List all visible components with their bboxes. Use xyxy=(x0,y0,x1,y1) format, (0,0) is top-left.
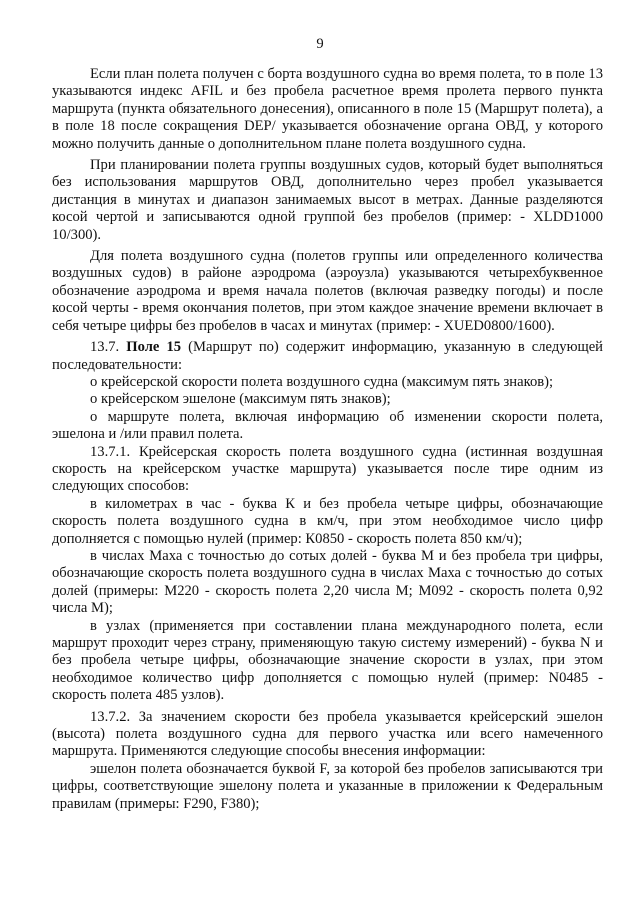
field-15-heading: Поле 15 xyxy=(126,339,182,356)
paragraph-afil: Если план полета получен с борта воздушного судна во время полета, то в поле 13 указываются индекс AFIL и без пробела расчетное время пролета первого пункта маршрута (пункта обязательного донесения), описанного в поле 15 (Маршрут полета), а в поле 18 после сокращения DEP/ указывается обозначение органа ОВД, у которого можно получить данные о дополнительном плане полета воздушного судна. xyxy=(52,66,603,152)
list-item-cruising-level: о крейсерском эшелоне (максимум пять знаков); xyxy=(90,391,391,408)
paragraph-13-7-1: 13.7.1. Крейсерская скорость полета воздушного судна (истинная воздушная скорость на крейсерском участке маршрута) указывается после тире одним из следующих способов: xyxy=(52,443,603,495)
paragraph-aerodrome-area: Для полета воздушного судна (полетов группы или определенного количества воздушных судов) в районе аэродрома (аэроузла) указываются четырехбуквенное обозначение аэродрома и время начала полетов (включая разведку погоды) и после косой черты - время окончания полетов, при этом каждое значение времени включает в себя четыре цифры без пробелов в часах и минутах (пример: - XUED0800/1600). xyxy=(52,248,603,334)
paragraph-mach: в числах Маха с точностью до сотых долей - буква М и без пробела три цифры, обозначающие скорость полета воздушного судна в числах Маха с точностью до сотых долей (примеры: М220 - скорость полета 2,20 числа М; М092 - скорость полета 0,92 числа М); xyxy=(52,547,603,617)
paragraph-field-15 xyxy=(52,339,603,374)
list-item-cruising-speed: о крейсерской скорости полета воздушного судна (максимум пять знаков); xyxy=(90,373,554,390)
paragraph-13-7-2: 13.7.2. За значением скорости без пробела указывается крейсерский эшелон (высота) полета воздушного судна для первого участка или всего намеченного маршрута. Применяются следующие способы внесения информации: xyxy=(52,708,603,760)
document-body xyxy=(52,66,603,813)
field-15-text: (Маршрут по) содержит информацию, указанную в следующей последовательности: xyxy=(52,339,603,373)
paragraph-group-flight: При планировании полета группы воздушных судов, который будет выполняться без использования маршрутов ОВД, дополнительно через пробел указывается дистанция в минутах и диапазон занимаемых высот в метрах. Данные разделяются косой чертой и записываются одной группой без пробелов (пример: - XLDD1000 10/300). xyxy=(52,157,603,243)
clause-number: 13.7. xyxy=(90,339,120,356)
page-number: 9 xyxy=(316,36,324,52)
paragraph-knots: в узлах (применяется при составлении плана международного полета, если маршрут проходит через страну, применяющую такую систему измерений) - буква N и без пробела четыре цифры, обозначающие значение скорости в узлах, при этом необходимое количество цифр дополняется с помощью нулей (пример: N0485 - скорость полета 485 узлов). xyxy=(52,617,603,704)
paragraph-flight-level: эшелон полета обозначается буквой F, за которой без пробелов записываются три цифры, соответствующие эшелону полета и указанные в приложении к Федеральным правилам (примеры: F290, F380); xyxy=(52,760,603,812)
paragraph-kmh: в километрах в час - буква К и без пробела четыре цифры, обозначающие скорость полета воздушного судна в км/ч, при этом необходимое число цифр дополняется с помощью нулей (пример: К0850 - скорость полета 850 км/ч); xyxy=(52,495,603,547)
list-item-route: о маршруте полета, включая информацию об изменении скорости полета, эшелона и /или правил полета. xyxy=(52,408,603,443)
